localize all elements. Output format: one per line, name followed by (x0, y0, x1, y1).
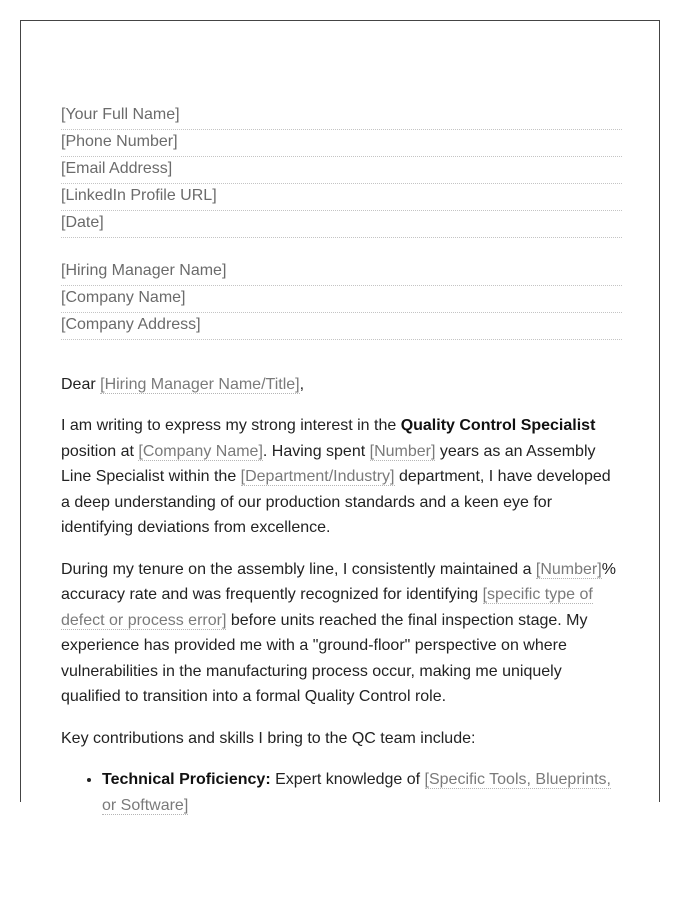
salutation-suffix: , (299, 376, 305, 393)
letter-date-field[interactable]: [Date] (61, 211, 622, 238)
contributions-intro: Key contributions and skills I bring to the QC team include: (61, 729, 476, 747)
intro-text-3: . Having spent (262, 442, 370, 460)
intro-text-4: years as an Assembly Line Specialist within the (61, 442, 596, 485)
salutation-prefix: Dear (61, 376, 101, 393)
sender-email-field[interactable]: [Email Address] (61, 157, 622, 184)
sender-linkedin-field[interactable]: [LinkedIn Profile URL] (61, 184, 622, 211)
sender-block (61, 103, 622, 238)
department-placeholder[interactable]: [Department/Industry] (240, 468, 395, 485)
recipient-address-field[interactable]: [Company Address] (61, 313, 622, 340)
experience-paragraph (61, 557, 622, 710)
salutation (61, 372, 622, 397)
experience-text-3: before units reached the final inspection stage. My experience has provided me with a "ground-floor" perspective on where vulnerabilities in the manufacturing process occur, making me uniquely qualified to transition into a formal Quality Control role. (61, 611, 588, 705)
letter-body (61, 103, 622, 818)
defect-type-placeholder[interactable]: [specific type of defect or process error] (61, 586, 593, 629)
intro-text-2: position at (61, 442, 139, 460)
intro-text-1: I am writing to express my strong interest in the (61, 417, 401, 434)
contribution-text: Expert knowledge of (270, 771, 425, 788)
contribution-label: Technical Proficiency: (102, 771, 271, 788)
company-name-placeholder[interactable]: [Company Name] (138, 442, 263, 460)
recipient-block (61, 259, 622, 340)
list-item (102, 767, 622, 818)
document-page (20, 20, 660, 814)
years-number-placeholder[interactable]: [Number] (369, 442, 436, 460)
recipient-company-field[interactable]: [Company Name] (61, 286, 622, 313)
experience-text-2: % accuracy rate and was frequently recognized for identifying (61, 560, 616, 603)
accuracy-number-placeholder[interactable]: [Number] (535, 560, 602, 578)
intro-paragraph (61, 413, 622, 541)
block-spacer (61, 238, 622, 259)
target-role: Quality Control Specialist (400, 417, 596, 434)
salutation-placeholder[interactable]: [Hiring Manager Name/Title] (100, 376, 300, 393)
sender-name-field[interactable]: [Your Full Name] (61, 103, 622, 130)
intro-text-5: department, I have developed a deep understanding of our production standards and a keen eye for identifying deviations from excellence. (61, 468, 611, 536)
recipient-name-field[interactable]: [Hiring Manager Name] (61, 259, 622, 286)
contributions-list (61, 767, 622, 818)
experience-text-1: During my tenure on the assembly line, I consistently maintained a (61, 560, 536, 578)
tools-placeholder[interactable]: [Specific Tools, Blueprints, or Software] (102, 771, 611, 814)
sender-phone-field[interactable]: [Phone Number] (61, 130, 622, 157)
